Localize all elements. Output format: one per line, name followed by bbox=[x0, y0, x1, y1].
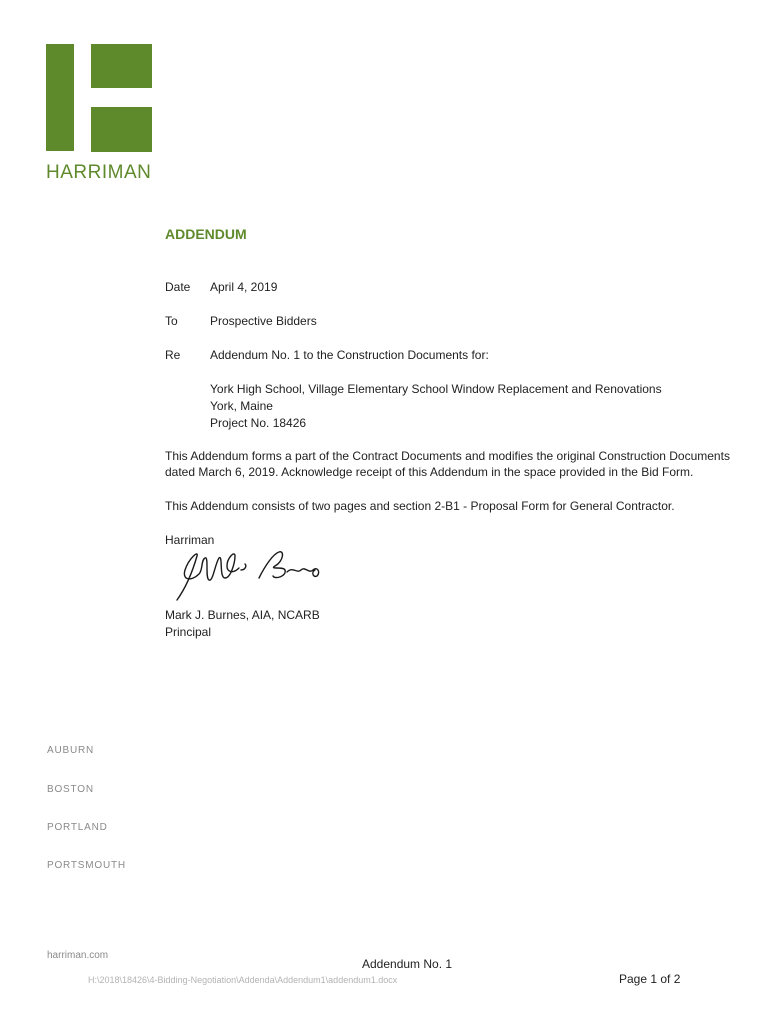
logo-wordmark: HARRIMAN bbox=[46, 162, 152, 183]
to-label: To bbox=[165, 314, 178, 328]
document-heading: ADDENDUM bbox=[165, 226, 247, 242]
office-auburn: AUBURN bbox=[47, 745, 95, 756]
footer-file-path: H:\2018\18426\4-Bidding-Negotiation\Addenda\Addendum1\addendum1.docx bbox=[88, 975, 398, 985]
project-number: Project No. 18426 bbox=[210, 416, 307, 430]
signature-image bbox=[175, 548, 330, 603]
website-link: harriman.com bbox=[47, 950, 109, 961]
date-label: Date bbox=[165, 280, 191, 294]
office-portland: PORTLAND bbox=[47, 822, 108, 833]
signer-title: Principal bbox=[165, 625, 212, 639]
paragraph-1-line-2: dated March 6, 2019. Acknowledge receipt of this Addendum in the space provided in the Bid Form. bbox=[165, 465, 694, 479]
re-label: Re bbox=[165, 348, 181, 362]
to-value: Prospective Bidders bbox=[210, 314, 317, 328]
signer-block bbox=[165, 607, 320, 641]
page-number: Page 1 of 2 bbox=[619, 972, 681, 986]
project-name: York High School, Village Elementary School Window Replacement and Renovations bbox=[210, 382, 662, 396]
addendum-paragraph-2: This Addendum consists of two pages and section 2-B1 - Proposal Form for General Contractor. bbox=[165, 499, 675, 513]
logo-bar bbox=[46, 44, 74, 151]
footer-title: Addendum No. 1 bbox=[362, 957, 453, 971]
paragraph-1-line-1: This Addendum forms a part of the Contract Documents and modifies the original Construction Documents bbox=[165, 449, 730, 463]
re-value: Addendum No. 1 to the Construction Documents for: bbox=[210, 348, 489, 362]
office-portsmouth: PORTSMOUTH bbox=[47, 860, 126, 871]
logo-square-bottom bbox=[91, 107, 152, 152]
project-info bbox=[210, 381, 662, 432]
project-location: York, Maine bbox=[210, 399, 273, 413]
signer-name: Mark J. Burnes, AIA, NCARB bbox=[165, 608, 320, 622]
addendum-paragraph-1 bbox=[165, 448, 735, 480]
company-name: Harriman bbox=[165, 533, 215, 547]
harriman-logo-mark bbox=[46, 44, 154, 154]
logo-square-top bbox=[91, 44, 152, 88]
office-boston: BOSTON bbox=[47, 784, 94, 795]
date-value: April 4, 2019 bbox=[210, 280, 278, 294]
